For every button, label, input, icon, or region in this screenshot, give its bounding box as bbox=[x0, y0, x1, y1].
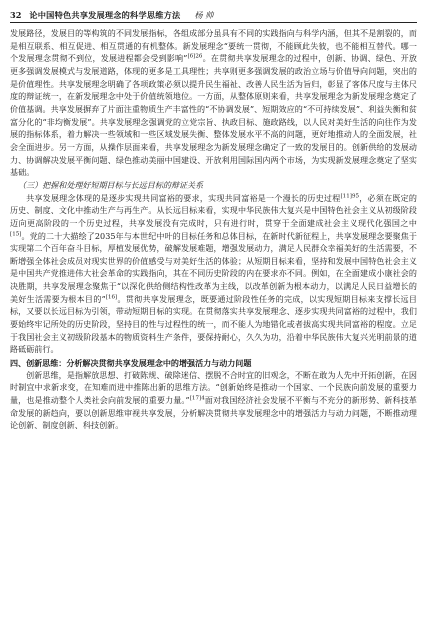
citation: [16] bbox=[105, 294, 118, 301]
paragraph: 共享发展理念体现的是逐步实现共同富裕的要求，实现共同富裕是一个漫长的历史过程$^{[11]95}$，必须在既定的历史、制度、文化中推动生产与再生产。从长远目标来看，实现中华民族伟大复兴是中国特色社会主义从初级阶段迈向更高阶段的一个历史过程，共享发展没有完成时，只有进行时，贯穿于全面建成社会主义现代化强国之中[15]。党的二十大描绘了2035年与本世纪中叶的目标任务和总体目标，在新时代新征程上，共享发展理念要聚焦于实现第二个百年奋斗目标，厚植发展优势，破解发展难题，增强发展动力，满足人民群众幸福美好的生活需要，不断增强全体社会成员对现实世界的价值感受与对美好生活的体验；从短期目标来看，坚持和发展中国特色社会主义是中国共产党推进伟大社会革命的实践指向，其在不同历史阶段的内在要求亦不同。例如，在全面建成小康社会的决胜期，共享发展理念聚焦于“以深化供给侧结构性改革为主线，以改革创新为根本动力，以满足人民日益增长的美好生活需要为根本目的”[16]。贯彻共享发展理念，既要通过阶段性任务的完成，以实现短期目标来支撑长远目标，又要以长远目标为引领，带动短期目标的实现。在贯彻落实共享发展理念、逐步实现共同富裕的过程中，我们要始终牢记所处的历史阶段，坚持目的性与过程性的统一，而不能人为地错化或者拔高实现共同富裕的程度。立足于我国社会主义初级阶段基本的物质资料生产条件，要保持耐心，久久为功，沿着中华民族伟大复兴光明前景的道路砥砺前行。 bbox=[10, 192, 417, 355]
page-number: 32 bbox=[10, 10, 22, 20]
citation: [11]95 bbox=[340, 192, 360, 199]
header-rule bbox=[10, 22, 417, 23]
section-heading-4: 四、创新思维：分析解决贯彻共享发展理念中的增强活力与动力问题 bbox=[10, 358, 252, 369]
running-header bbox=[10, 6, 417, 20]
body-text bbox=[10, 28, 417, 617]
running-title: 论中国特色共享发展理念的科学思维方法 bbox=[29, 10, 181, 20]
citation: [6]26 bbox=[187, 53, 203, 60]
citation: [15] bbox=[10, 230, 22, 237]
citation: [17]4 bbox=[189, 395, 205, 402]
running-author: 杨 帅 bbox=[194, 10, 214, 20]
section-heading-3: （三）把握和处理好短期目标与长远目标的辩证关系 bbox=[18, 180, 204, 190]
paragraph: 创新思维，是指解放思想、打破陈规、破除迷信、摆脱不合时宜的旧观念，不断在敢为人先中开拓创新，在因时制宜中求新求变，在知难而进中推陈出新的思维方法。“创新始终是推动一个国家、一个民族向前发展的重要力量，也是推动整个人类社会向前发展的重要力量。”$^{[17]4}$面对我国经济社会发展不平衡与不充分的新形势、新科技革命发展的新趋向，要以创新思维审视共享发展，分析解决贯彻共享发展理念中的增强活力与动力问题，不断推动理论创新、制度创新、科技创新。 bbox=[10, 370, 417, 431]
paragraph: 发展路径，发展目的等构筑的不同发展指标，各组成部分虽具有不同的实践指向与科学内涵，但其不是割裂的，而是相互联系、相互促进、相互贯通的有机整体。新发展理念“要统一贯彻，不能顾此失彼，也不能相互替代。哪一个发展理念贯彻不到位，发展进程都会受到影响”$^{[6]26}$。在贯彻共享发展理念的过程中，创新、协调、绿色、开放更多强调发展模式与发展道路，体现的更多是工具理性；共享则更多强调发展的政治立场与价值导向问题，突出的是价值理性。共享发展理念明确了各项政策必须以提升民生福祉、改善人民生活为旨归，彰显了客体尺度与主体尺度的辩证统一，在新发展理念中处于价值统领地位。一方面，从整体原则来看，共享发展理念为新发展理念奠定了价值基调。共享发展摒弃了片面注重物质生产丰富性的“不协调发展”、短期效应的“不可持续发展”、利益失衡和贫富分化的“非均衡发展”。共享发展理念强调党的立党宗旨、执政目标、施政路线，以人民对美好生活的向往作为发展的指标体系，着力解决一些领域和一些区域发展失衡、整体发展水平不高的问题，更好地推动人的全面发展，社会全面进步。另一方面，从操作层面来看，共享发展理念为新发展理念确定了一致的发展目的。创新供给的发展动力、协调解决发展平衡问题、绿色推动美丽中国建设、开放利用国际国内两个市场，为实现新发展理念奠定了坚实基础。 bbox=[10, 29, 417, 178]
